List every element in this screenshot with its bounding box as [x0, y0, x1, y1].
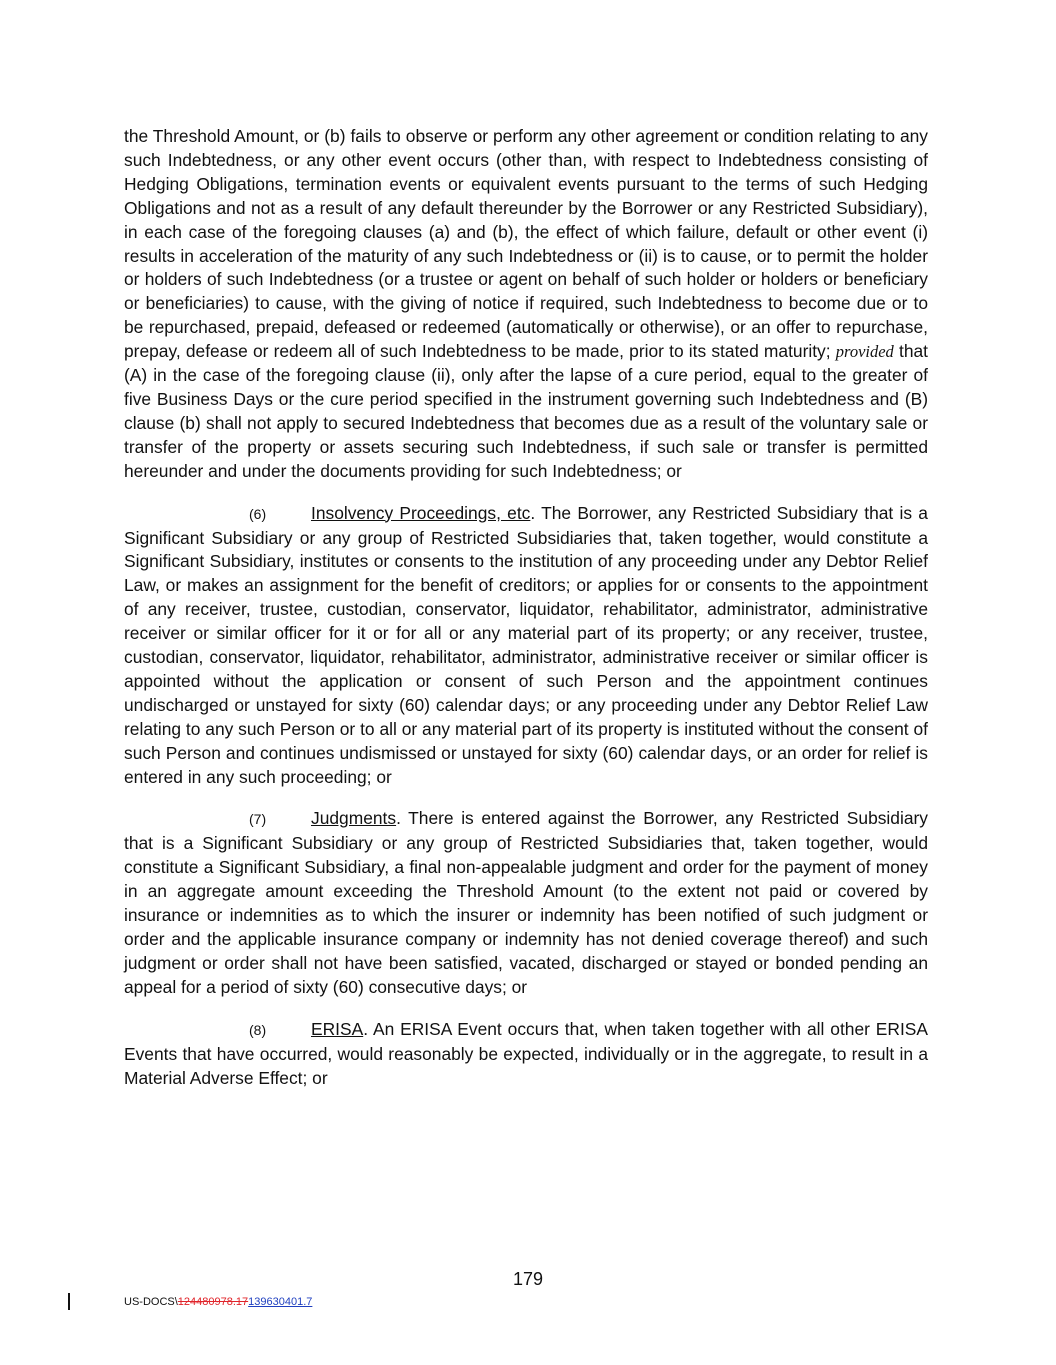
document-id-inserted: 139630401.7	[248, 1296, 313, 1308]
clause-heading: Judgments	[311, 808, 397, 829]
clause-heading: Insolvency Proceedings, etc	[311, 502, 531, 523]
paragraph-text: that (A) in the case of the foregoing clause (ii), only after the lapse of a cure period, equal to the greater of five Business Days or the cure period specified in the instrument governing such Indebtedness and (B) clause (b) shall not apply to secured Indebtedness that becomes due as a result of the voluntary sale or transfer of the property or assets securing such Indebtedness, if such sale or transfer is permitted hereunder and under the documents providing for such Indebtedness; or	[124, 341, 928, 481]
page-number: 179	[512, 1269, 544, 1289]
document-id-deleted: 124480978.17	[177, 1296, 249, 1308]
paragraph-cross-default	[124, 125, 928, 484]
clause-text: . The Borrower, any Restricted Subsidiary that is a Significant Subsidiary or any group of Restricted Subsidiaries that, taken together, would constitute a Significant Subsidiary, institutes or consents to the institution of any proceeding under any Debtor Relief Law, or makes an assignment for the benefit of creditors; or applies for or consents to the appointment of any receiver, trustee, custodian, conservator, liquidator, rehabilitator, administrator, administrative receiver or similar officer for it or for all or any material part of its property; or any receiver, trustee, custodian, conservator, liquidator, rehabilitator, administrator, administrative receiver or similar officer is appointed without the application or consent of such Person and the appointment continues undischarged or unstayed for sixty (60) calendar days; or any proceeding under any Debtor Relief Law relating to any such Person or to all or any material part of its property is instituted without the consent of such Person and continues undismissed or unstayed for sixty (60) calendar days, or an order for relief is entered in any such proceeding; or	[124, 502, 928, 787]
paragraph-text: the Threshold Amount, or (b) fails to observe or perform any other agreement or condition relating to any such Indebtedness, or any other event occurs (other than, with respect to Indebtedness consisting of Hedging Obligations, termination events or equivalent events pursuant to the terms of such Hedging Obligations and not as a result of any default thereunder by the Borrower or any Restricted Subsidiary), in each case of the foregoing clauses (a) and (b), the effect of which failure, default or other event (i) results in acceleration of the maturity of any such Indebtedness or (ii) is to cause, or to permit the holder or holders of such Indebtedness (or a trustee or agent on behalf of such holder or holders or beneficiary or beneficiaries) to cause, with the giving of notice if required, such Indebtedness to become due or to be repurchased, prepaid, defeased or redeemed (automatically or otherwise), or an offer to repurchase, prepay, defease or redeem all of such Indebtedness to be made, prior to its stated maturity;	[124, 126, 928, 362]
clause-heading: ERISA	[311, 1018, 364, 1039]
clause-7-judgments	[124, 807, 928, 999]
clause-text: . An ERISA Event occurs that, when taken together with all other ERISA Events that have occurred, would reasonably be expected, individually or in the aggregate, to result in a Material Adverse Effect; or	[124, 1018, 928, 1088]
defined-term-provided: provided	[835, 342, 894, 362]
clause-text: . There is entered against the Borrower, any Restricted Subsidiary that is a Significant Subsidiary or any group of Restricted Subsidiaries that, taken together, would constitute a Significant Subsidiary, a final non-appealable judgment and order for the payment of money in an aggregate amount exceeding the Threshold Amount (to the extent not paid or covered by insurance or indemnities as to which the insurer or indemnity has been notified of such judgment or order and the applicable insurance company or indemnity has not denied coverage thereof) and such judgment or order shall not have been satisfied, vacated, discharged or stayed or bonded pending an appeal for a period of sixty (60) consecutive days; or	[124, 808, 928, 997]
document-id-prefix: US-DOCS\	[124, 1296, 178, 1308]
clause-8-erisa	[124, 1018, 928, 1091]
clause-number: (8)	[249, 1021, 267, 1038]
document-body	[124, 125, 928, 1108]
document-id	[124, 1296, 312, 1308]
clause-number: (6)	[249, 505, 267, 522]
clause-number: (7)	[249, 811, 267, 828]
revision-change-bar	[68, 1293, 70, 1310]
clause-6-insolvency	[124, 502, 928, 790]
